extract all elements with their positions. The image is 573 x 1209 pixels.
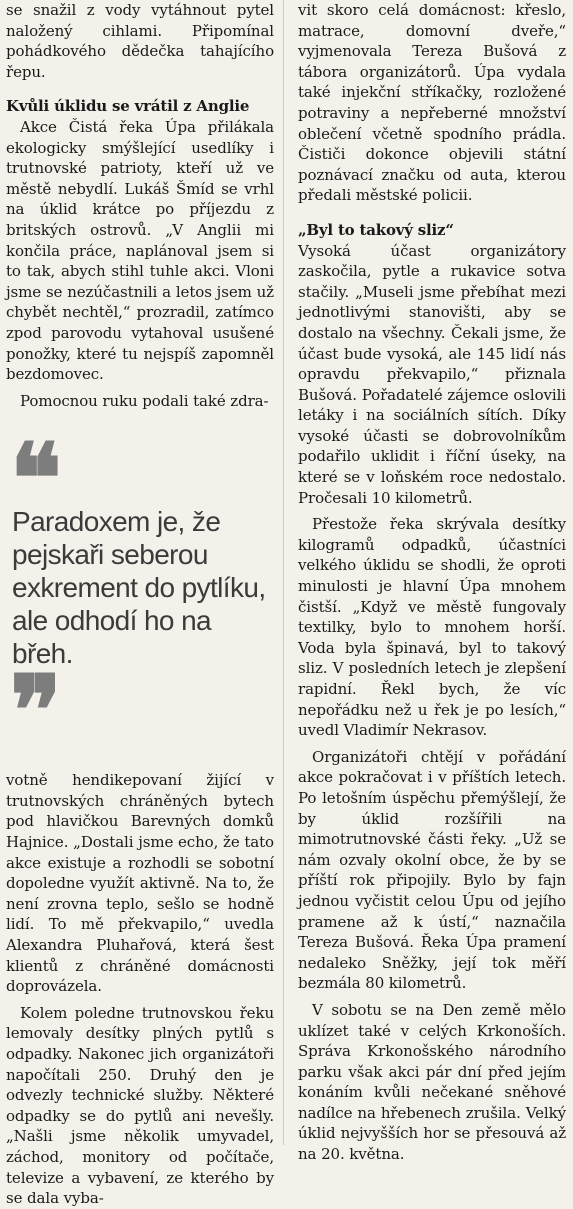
right-column — [298, 0, 566, 1164]
left-paragraph-2: Pomocnou ruku podali také zdra- — [20, 391, 269, 410]
right-continuation-paragraph: vit skoro celá domácnost: křeslo, matrace, domovní dveře,“ vyjmenovala Tereza Bušová z tábora organizátorů. Úpa vydala také injekční stříkačky, rozložené potraviny a nepřeberné množství oblečení včetně spodního prádla. Čističi dokonce objevili státní poznávací značku od auta, kterou předali městské policii. — [298, 1, 566, 205]
left-paragraph-4: Kolem poledne trutnovskou řeku lemovaly desítky plných pytlů s odpadky. Nakonec jich organizátoři napočítali 250. Druhý den je odvezly technické služby. Některé odpadky se do pytlů ani nevešly. „Našli jsme několik umyvadel, záchod, monitory od počítače, televize a vybavení, ze kterého by se dala vyba- — [6, 1003, 274, 1208]
left-continuation-paragraph: se snažil z vody vytáhnout pytel naložený cihlami. Připomínal pohádkového dědečka tahajícího řepu. — [6, 1, 274, 81]
subheading-sliz: „Byl to takový sliz“ — [298, 220, 454, 239]
left-paragraph-3: votně hendikepovaní žijící v trutnovských chráněných bytech pod hlavičkou Barevných domků Hajnice. „Dostali jsme echo, že tato akce existuje a rozhodli se sobotní dopoledne využít aktivně. Na to, že není zrovna teplo, sešlo se hodně lidí. To mě překvapilo,“ uvedla Alexandra Pluhařová, která šest klientů z chráněné domácnosti doprovázela. — [6, 771, 274, 996]
right-paragraph-1: Vysoká účast organizátory zaskočila, pytle a rukavice sotva stačily. „Museli jsme přebíhat mezi jednotlivými stanovišti, aby se dostalo na všechny. Čekali jsme, že účast bude vysoká, ale 145 lidí nás opravdu překvapilo,“ přiznala Bušová. Pořadatelé zájemce oslovili letáky i na sociálních sítích. Díky vysoké účasti se dobrovolníkům podařilo uklidit i říční úseky, na které se v loňském roce nedostalo. Pročesali 10 kilometrů. — [298, 241, 566, 507]
close-quote-icon: ❞ — [10, 654, 48, 768]
column-divider — [283, 0, 284, 1145]
pull-quote-text: Paradoxem je, že pejskaři seberou exkrement do pytlíku, ale odhodí ho na břeh. — [12, 506, 266, 670]
right-paragraph-2: Přestože řeka skrývala desítky kilogramů odpadků, účastníci velkého úklidu se shodli, že oproti minulosti je hlavní Úpa mnohem čistší. „Když ve městě fungovaly textilky, bylo to mnohem horší. Voda byla špinavá, byl to takový sliz. V posledních letech je zlepšení rapidní. Řekl bych, že víc nepořádku než u řek je po lesích,“ uvedl Vladimír Nekrasov. — [298, 515, 566, 740]
right-paragraph-3: Organizátoři chtějí v pořádání akce pokračovat i v příštích letech. Po letošním úspěchu přemýšlejí, že by úklid rozšířili na mimotrutnovské části řeky. „Už se nám ozvaly okolní obce, že by se příští rok připojily. Bylo by fajn jednou vyčistit celou Úpu od jejího pramene až k ústí,“ naznačila Tereza Bušová. Řeka Úpa pramení nedaleko Sněžky, její tok měří bezmála 80 kilometrů. — [298, 747, 566, 993]
left-paragraph-1: Akce Čistá řeka Úpa přilákala ekologicky smýšlející usedlíky i trutnovské patrioty, kteří už ve městě nebydlí. Lukáš Šmíd se vrhl na úklid krátce po příjezdu z britských ostrovů. „V Anglii mi končila práce, naplánoval jsem si to tak, abych stihl tuhle akci. Vloni jsme se nezúčastnili a letos jsem už chybět nechtěl,“ prozradil, zatímco zpod parovodu vytahoval usušené ponožky, které tu nejspíš zapomněl bezdomovec. — [6, 117, 274, 384]
right-paragraph-4: V sobotu se na Den země mělo uklízet také v celých Krkonoších. Správa Krkonošského národního parku však akci pár dní před jejím konáním kvůli nečekané sněhové nadílce na hřebenech zrušila. Velký úklid nejvyšších hor se přesouvá až na 20. května. — [298, 1000, 566, 1164]
open-quote-icon: ❝ — [10, 422, 48, 536]
pull-quote — [6, 422, 274, 768]
subheading-anglie: Kvůli úklidu se vrátil z Anglie — [6, 97, 250, 116]
left-column — [6, 0, 274, 1208]
